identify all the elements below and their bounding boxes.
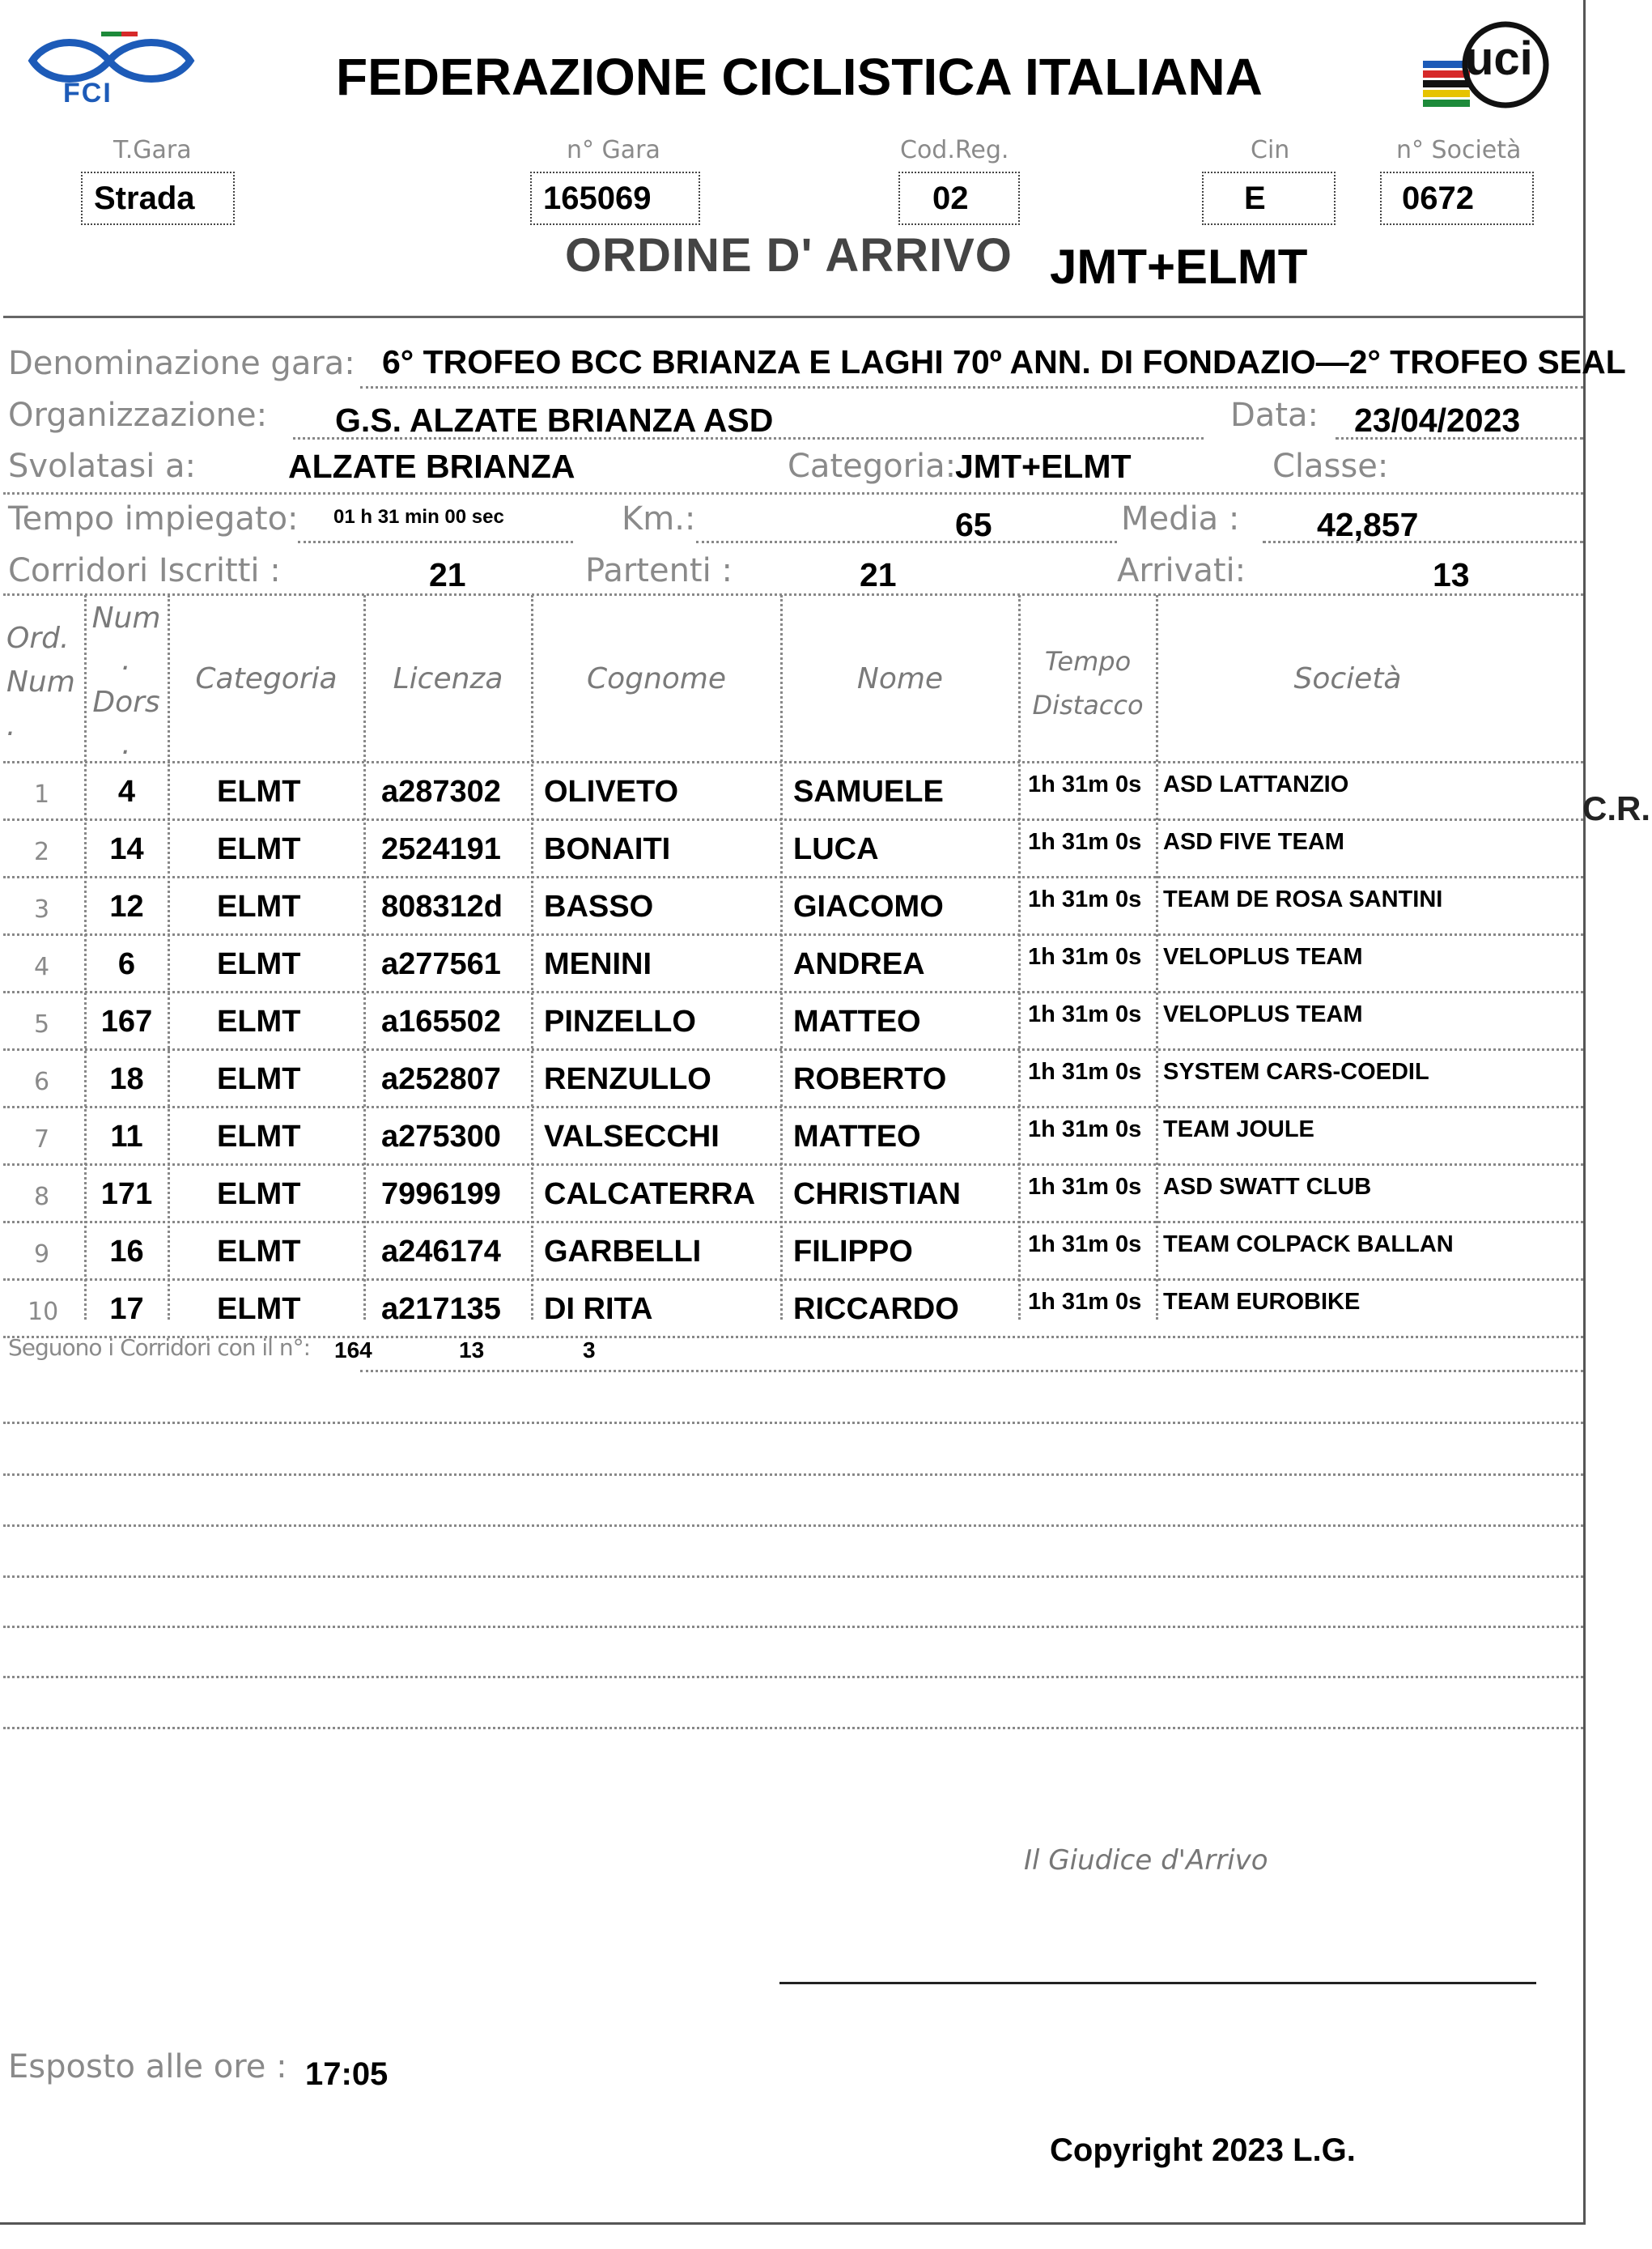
cell-tempo: 1h 31m 0s <box>1028 1174 1142 1200</box>
cell-societa: ASD FIVE TEAM <box>1163 829 1344 855</box>
cell-societa: ASD LATTANZIO <box>1163 772 1349 797</box>
cell-categoria: ELMT <box>217 1292 301 1326</box>
uci-logo <box>1416 20 1558 113</box>
seguono-number-2: 13 <box>459 1337 485 1363</box>
cell-licenza: 808312d <box>381 890 503 924</box>
cell-dors: 11 <box>110 1120 143 1154</box>
seguono-label: Seguono i Corridori con il n°: <box>8 1334 311 1361</box>
n-societa-label: n° Società <box>1396 136 1522 164</box>
cell-cognome: PINZELLO <box>544 1005 696 1039</box>
col-header-societa: Società <box>1293 662 1402 695</box>
cell-tempo: 1h 31m 0s <box>1028 829 1142 855</box>
cell-societa: VELOPLUS TEAM <box>1163 944 1363 970</box>
cell-dors: 17 <box>109 1292 144 1326</box>
col-header-cognome: Cognome <box>586 662 727 695</box>
cell-ord: 7 <box>34 1125 50 1154</box>
cell-cognome: MENINI <box>544 947 652 981</box>
cell-categoria: ELMT <box>217 1005 301 1039</box>
col-header-nome: Nome <box>856 662 944 695</box>
cell-categoria: ELMT <box>217 1235 301 1269</box>
cell-nome: MATTEO <box>793 1005 921 1039</box>
cell-nome: FILIPPO <box>793 1235 913 1269</box>
cell-categoria: ELMT <box>217 1062 301 1096</box>
iscritti-value: 21 <box>429 556 466 593</box>
tempo-value: 01 h 31 min 00 sec <box>333 506 504 528</box>
cell-dors: 12 <box>109 890 144 924</box>
classe-label: Classe: <box>1272 448 1389 485</box>
cell-cognome: BONAITI <box>544 832 671 866</box>
cell-dors: 14 <box>109 832 144 866</box>
cell-ord: 1 <box>34 780 50 809</box>
cell-categoria: ELMT <box>217 1177 301 1211</box>
cell-ord: 4 <box>34 953 50 981</box>
esposto-label: Esposto alle ore : <box>8 2048 287 2085</box>
cell-licenza: a246174 <box>381 1235 501 1269</box>
col-header-num-dors: Num . Dors . <box>91 602 161 761</box>
col-header-categoria: Categoria <box>195 662 338 695</box>
fci-logo <box>24 24 198 109</box>
cell-societa: TEAM EUROBIKE <box>1163 1289 1361 1315</box>
cell-nome: ANDREA <box>793 947 925 981</box>
uci-logo-text: uci <box>1465 32 1533 85</box>
cell-ord: 10 <box>28 1298 59 1326</box>
t-gara-label: T.Gara <box>113 136 192 164</box>
cell-nome: SAMUELE <box>793 775 944 809</box>
cell-nome: RICCARDO <box>793 1292 959 1326</box>
seguono-number-3: 3 <box>583 1337 596 1363</box>
esposto-value: 17:05 <box>305 2056 389 2092</box>
signature-line <box>779 1982 1536 1984</box>
cell-cognome: GARBELLI <box>544 1235 702 1269</box>
cell-societa: TEAM JOULE <box>1163 1116 1314 1142</box>
cell-tempo: 1h 31m 0s <box>1028 944 1142 970</box>
partenti-value: 21 <box>860 556 897 593</box>
categoria-value: JMT+ELMT <box>955 448 1132 485</box>
n-societa-value: 0672 <box>1380 172 1534 225</box>
denominazione-value: 6° TROFEO BCC BRIANZA E LAGHI 70º ANN. DI FONDAZIO—2° TROFEO SEAL <box>382 343 1626 381</box>
cell-societa: SYSTEM CARS-COEDIL <box>1163 1059 1429 1085</box>
cell-ord: 2 <box>34 838 50 866</box>
cell-societa: ASD SWATT CLUB <box>1163 1174 1372 1200</box>
arrivati-label: Arrivati: <box>1117 552 1246 589</box>
n-gara-label: n° Gara <box>567 136 660 164</box>
col-header-ord-num: Ord. Num . <box>6 622 75 742</box>
cell-cognome: CALCATERRA <box>544 1177 756 1211</box>
cell-nome: LUCA <box>793 832 879 866</box>
cell-cognome: BASSO <box>544 890 654 924</box>
t-gara-value: Strada <box>81 172 235 225</box>
cell-nome: CHRISTIAN <box>793 1177 961 1211</box>
cell-nome: GIACOMO <box>793 890 944 924</box>
giudice-label: Il Giudice d'Arrivo <box>1024 1844 1268 1877</box>
cell-tempo: 1h 31m 0s <box>1028 886 1142 912</box>
cell-dors: 171 <box>100 1177 153 1211</box>
cell-ord: 3 <box>34 895 50 924</box>
cell-categoria: ELMT <box>217 832 301 866</box>
cell-licenza: 2524191 <box>381 832 501 866</box>
copyright-text: Copyright 2023 L.G. <box>1050 2132 1356 2168</box>
cell-tempo: 1h 31m 0s <box>1028 1231 1142 1257</box>
cod-reg-label: Cod.Reg. <box>900 136 1009 164</box>
cell-licenza: a165502 <box>381 1005 501 1039</box>
cell-societa: TEAM COLPACK BALLAN <box>1163 1231 1454 1257</box>
document-title: ORDINE D' ARRIVO <box>565 229 1013 282</box>
cell-dors: 16 <box>109 1235 144 1269</box>
cell-tempo: 1h 31m 0s <box>1028 1059 1142 1085</box>
cell-categoria: ELMT <box>217 1120 301 1154</box>
km-value: 65 <box>955 506 992 543</box>
seguono-number-1: 164 <box>334 1337 372 1363</box>
cell-licenza: a275300 <box>381 1120 501 1154</box>
cell-licenza: a252807 <box>381 1062 501 1096</box>
categoria-label: Categoria: <box>788 448 957 485</box>
cell-cognome: DI RITA <box>544 1292 653 1326</box>
cin-label: Cin <box>1251 136 1290 164</box>
cell-cognome: VALSECCHI <box>544 1120 720 1154</box>
cell-ord: 9 <box>34 1240 50 1269</box>
tempo-label: Tempo impiegato: <box>8 500 299 538</box>
cell-licenza: a217135 <box>381 1292 501 1326</box>
organizzazione-label: Organizzazione: <box>8 397 268 434</box>
n-gara-value: 165069 <box>530 172 700 225</box>
cr-note: C.R. <box>1582 789 1650 827</box>
media-label: Media : <box>1121 500 1240 538</box>
cell-nome: MATTEO <box>793 1120 921 1154</box>
cell-dors: 6 <box>117 947 136 981</box>
cin-value: E <box>1202 172 1336 225</box>
cell-dors: 18 <box>109 1062 144 1096</box>
cell-categoria: ELMT <box>217 947 301 981</box>
cell-tempo: 1h 31m 0s <box>1028 1001 1142 1027</box>
cell-ord: 5 <box>34 1010 50 1039</box>
cell-cognome: OLIVETO <box>544 775 679 809</box>
cell-dors: 4 <box>117 775 136 809</box>
cell-categoria: ELMT <box>217 890 301 924</box>
arrivati-value: 13 <box>1433 556 1470 593</box>
federation-title: FEDERAZIONE CICLISTICA ITALIANA <box>336 48 1263 106</box>
organizzazione-value: G.S. ALZATE BRIANZA ASD <box>335 402 774 439</box>
partenti-label: Partenti : <box>585 552 733 589</box>
cell-societa: VELOPLUS TEAM <box>1163 1001 1363 1027</box>
data-label: Data: <box>1230 397 1319 434</box>
cell-dors: 167 <box>100 1005 153 1039</box>
cell-licenza: 7996199 <box>381 1177 501 1211</box>
col-header-tempo: Tempo Distacco <box>1032 646 1144 721</box>
km-label: Km.: <box>622 500 696 538</box>
media-value: 42,857 <box>1317 506 1419 543</box>
cell-ord: 8 <box>34 1183 50 1211</box>
cell-cognome: RENZULLO <box>544 1062 711 1096</box>
cell-ord: 6 <box>34 1068 50 1096</box>
cell-licenza: a287302 <box>381 775 501 809</box>
cell-tempo: 1h 31m 0s <box>1028 1289 1142 1315</box>
denominazione-label: Denominazione gara: <box>8 345 355 382</box>
col-header-licenza: Licenza <box>393 662 503 695</box>
cell-nome: ROBERTO <box>793 1062 947 1096</box>
cell-tempo: 1h 31m 0s <box>1028 772 1142 797</box>
cell-categoria: ELMT <box>217 775 301 809</box>
data-value: 23/04/2023 <box>1354 402 1521 439</box>
cell-societa: TEAM DE ROSA SANTINI <box>1163 886 1443 912</box>
iscritti-label: Corridori Iscritti : <box>8 552 281 589</box>
cod-reg-value: 02 <box>898 172 1020 225</box>
cell-tempo: 1h 31m 0s <box>1028 1116 1142 1142</box>
cell-licenza: a277561 <box>381 947 501 981</box>
svolatasi-value: ALZATE BRIANZA <box>288 448 575 485</box>
category-title: JMT+ELMT <box>1050 240 1308 294</box>
fci-logo-text: FCI <box>63 78 113 108</box>
svolatasi-label: Svolatasi a: <box>8 448 197 485</box>
